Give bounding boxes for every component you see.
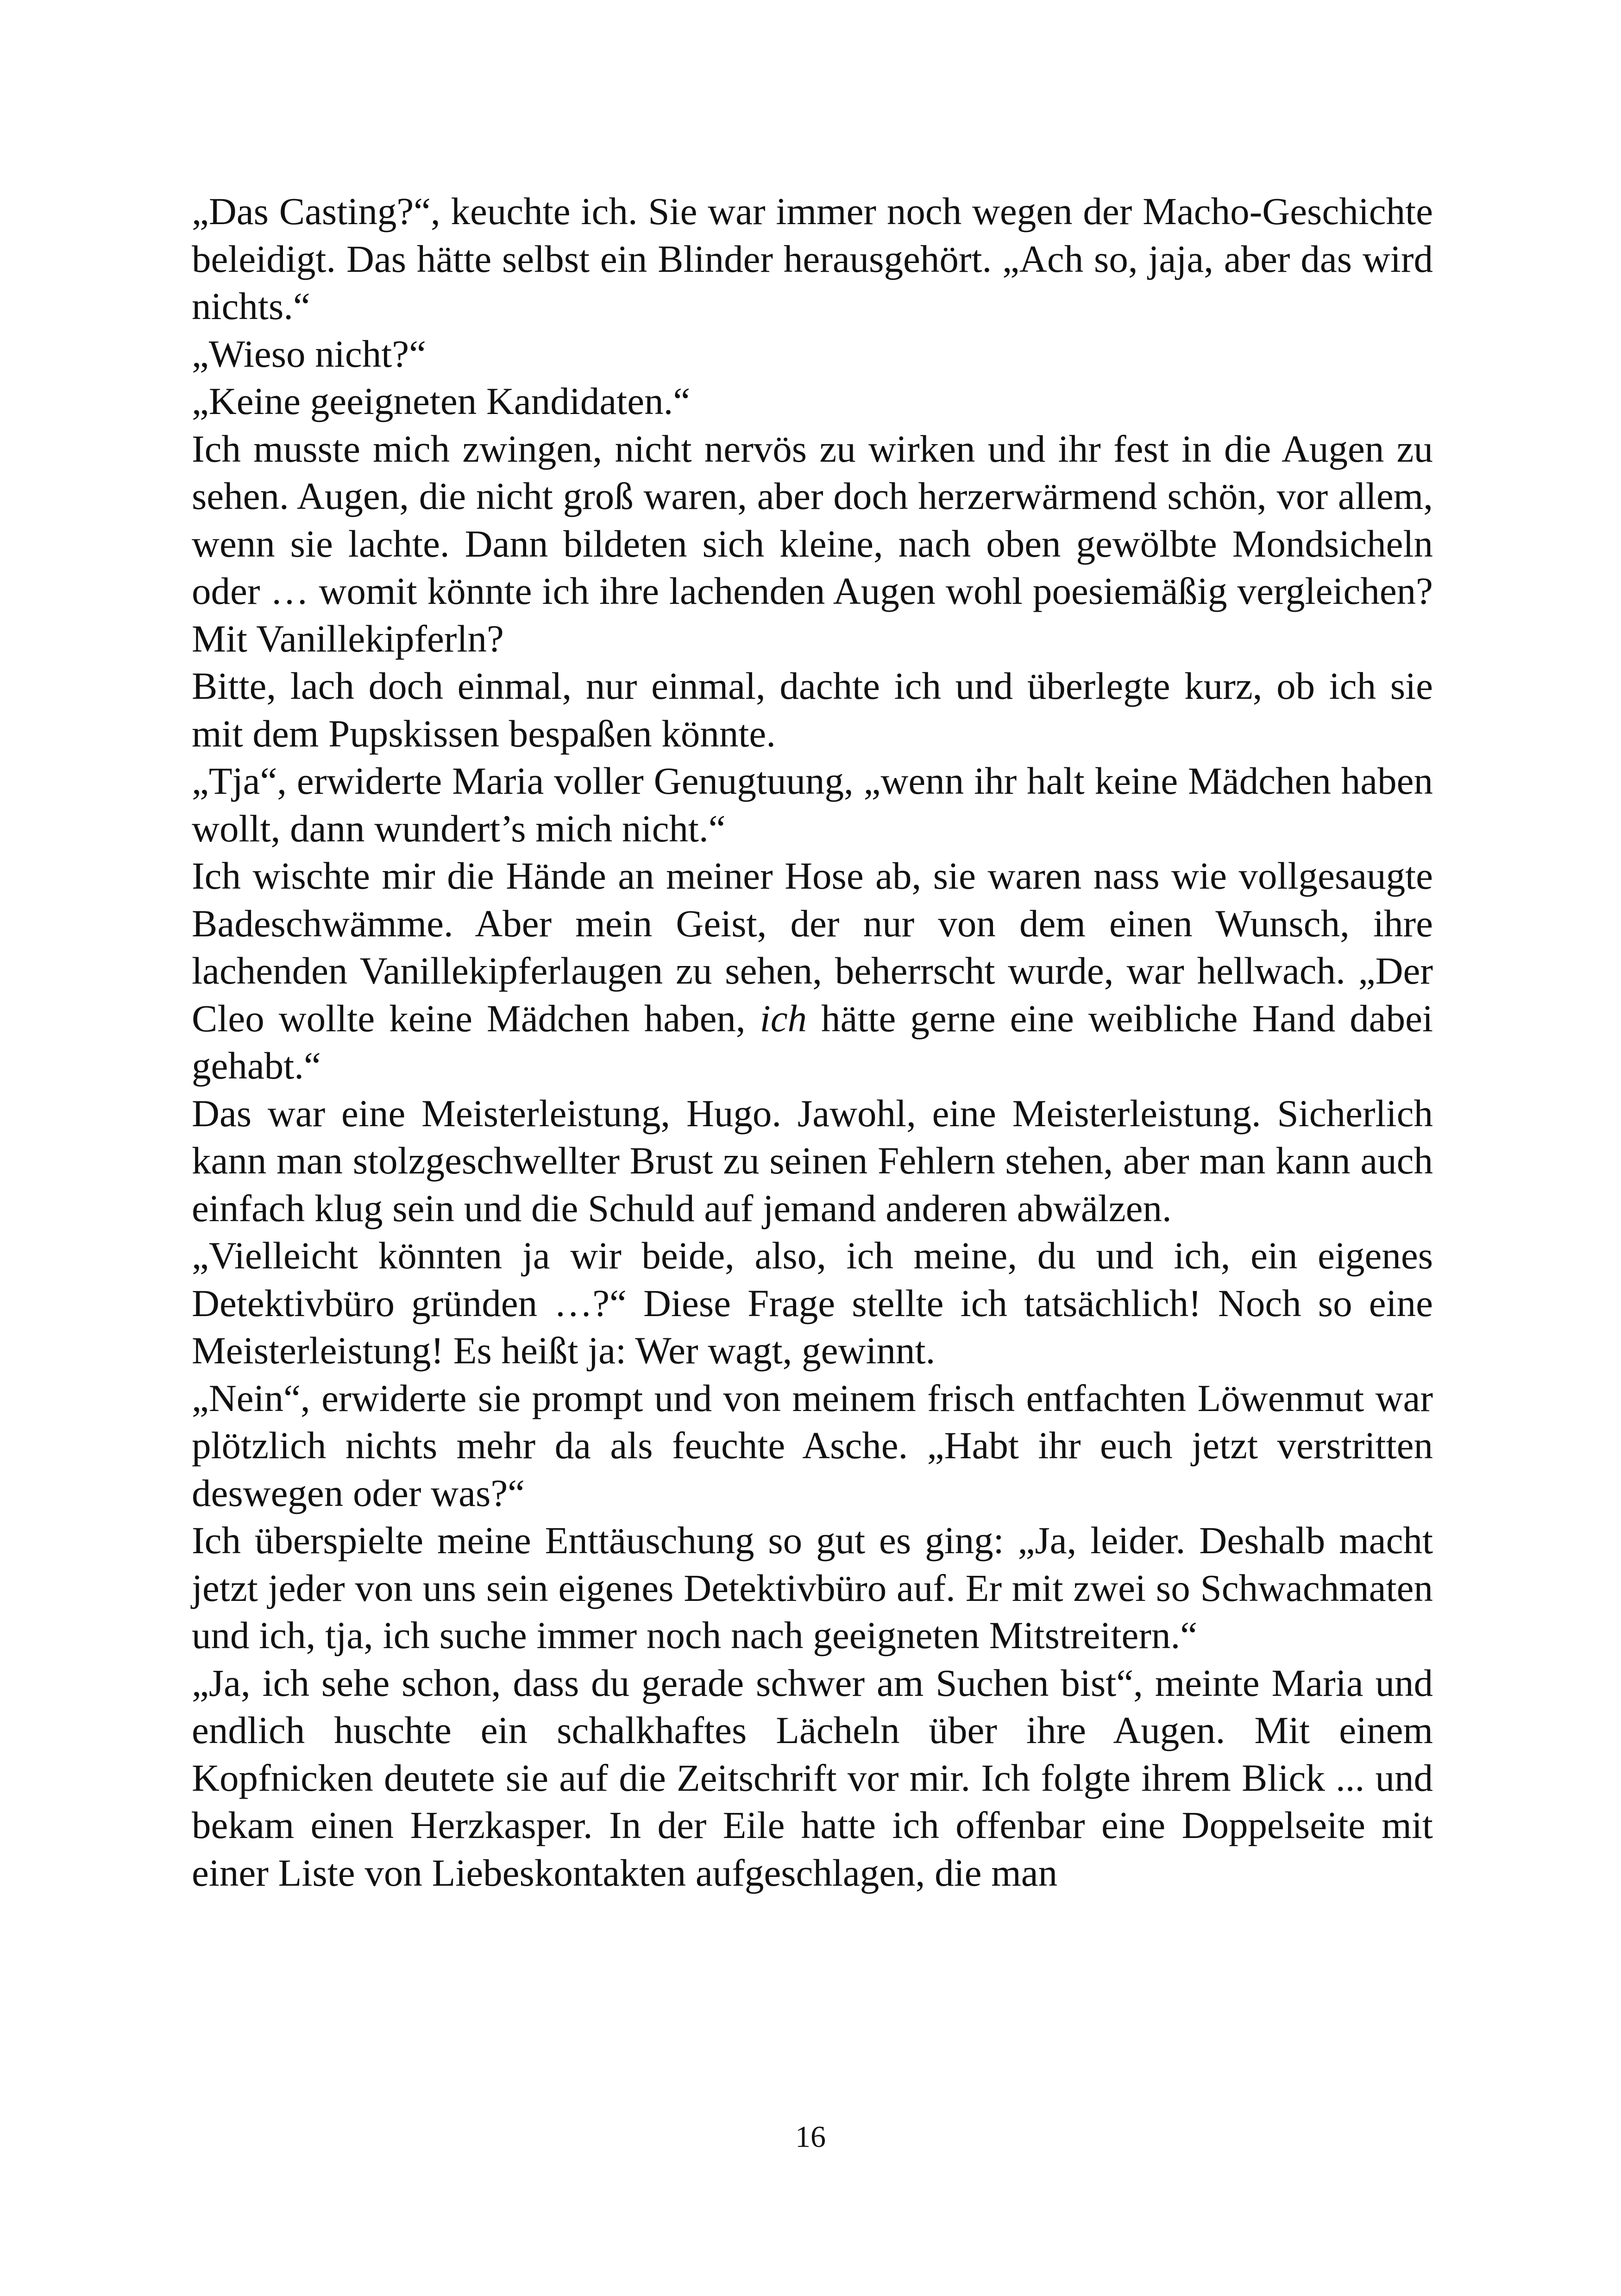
paragraph: „Ja, ich sehe schon, dass du gerade schwer am Suchen bist“, meinte Maria und endlich huschte ein schalkhaftes Lächeln über ihre Augen. Mit einem Kopfnicken deutete sie auf die Zeitschrift vor mir. Ich folgte ihrem Blick ... und bekam einen Herzkasper. In der Eile hatte ich offenbar eine Doppelseite mit einer Liste von Liebeskontakten aufgeschlagen, die man: [192, 1661, 1433, 1894]
body-text: [192, 188, 1433, 1896]
paragraph: [192, 852, 1433, 1090]
paragraph-text: Ich wischte mir die Hände an meiner Hose ab, sie waren nass wie vollgesaugte Badeschwämme. Aber mein Geist, der nur von dem einen Wunsch, ihre lachenden Vanillekipferlaugen zu sehen, beherrscht wurde, war hellwach. „Der Cleo wollte keine Mädchen haben,: [192, 854, 1433, 1040]
emphasized-word: ich: [760, 997, 807, 1040]
paragraph: „Keine geeigneten Kandidaten.“: [192, 380, 691, 422]
paragraph: Ich musste mich zwingen, nicht nervös zu wirken und ihr fest in die Augen zu sehen. Augen, die nicht groß waren, aber doch herzerwärmend schön, vor allem, wenn sie lachte. Dann bildeten sich kleine, nach oben gewölbte Mondsicheln oder … womit könnte ich ihre lachenden Augen wohl poesiemäßig vergleichen? Mit Vanillekipferln?: [192, 427, 1433, 660]
paragraph: „Das Casting?“, keuchte ich. Sie war immer noch wegen der Macho-Geschichte beleidigt. Das hätte selbst ein Blinder herausgehört. „Ach so, jaja, aber das wird nichts.“: [192, 190, 1433, 327]
paragraph: Bitte, lach doch einmal, nur einmal, dachte ich und überlegte kurz, ob ich sie mit dem Pupskissen bespaßen könnte.: [192, 665, 1433, 755]
paragraph: Das war eine Meisterleistung, Hugo. Jawohl, eine Meisterleistung. Sicherlich kann man stolzgeschwellter Brust zu seinen Fehlern stehen, aber man kann auch einfach klug sein und die Schuld auf jemand anderen abwälzen.: [192, 1092, 1433, 1230]
paragraph: Ich überspielte meine Enttäuschung so gut es ging: „Ja, leider. Deshalb macht jetzt jeder von uns sein eigenes Detektivbüro auf. Er mit zwei so Schwachmaten und ich, tja, ich suche immer noch nach geeigneten Mitstreitern.“: [192, 1519, 1433, 1656]
page-number: 16: [795, 2120, 826, 2154]
paragraph: „Tja“, erwiderte Maria voller Genugtuung, „wenn ihr halt keine Mädchen haben wollt, dann wundert’s mich nicht.“: [192, 759, 1433, 850]
paragraph: „Nein“, erwiderte sie prompt und von meinem frisch entfachten Löwenmut war plötzlich nichts mehr da als feuchte Asche. „Habt ihr euch jetzt verstritten deswegen oder was?“: [192, 1376, 1433, 1514]
paragraph-text: hätte gerne eine weibliche Hand dabei gehabt.“: [192, 997, 1433, 1087]
paragraph: „Vielleicht könnten ja wir beide, also, ich meine, du und ich, ein eigenes Detektivbüro gründen …?“ Diese Frage stellte ich tatsächlich! Noch so eine Meisterleistung! Es heißt ja: Wer wagt, gewinnt.: [192, 1234, 1433, 1372]
paragraph: „Wieso nicht?“: [192, 332, 426, 375]
